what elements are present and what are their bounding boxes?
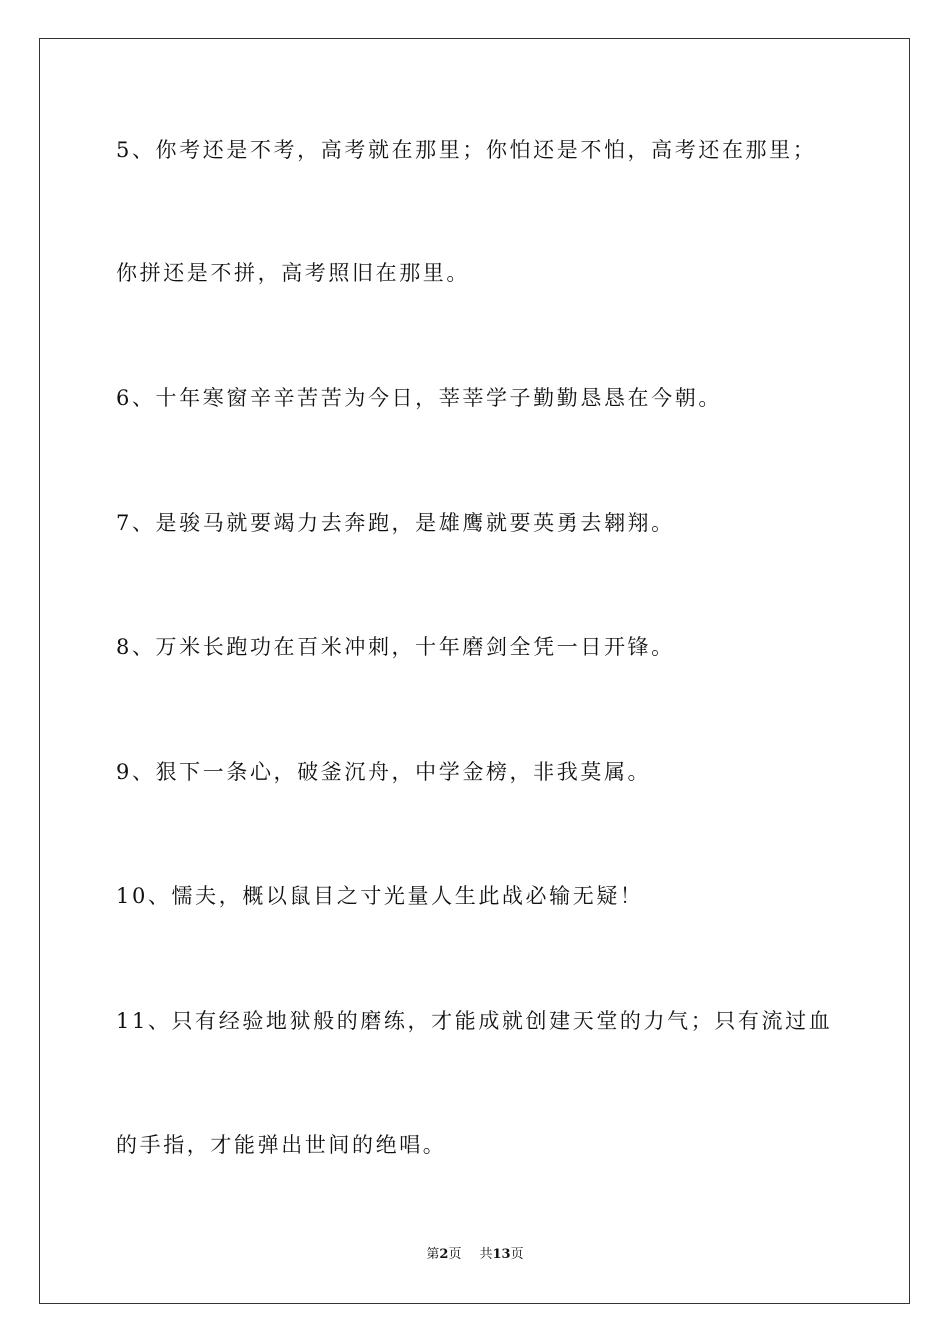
text-line-10: 10、懦夫，概以鼠目之寸光量人生此战必输无疑！ bbox=[116, 884, 644, 908]
page-prefix: 第 bbox=[426, 1247, 440, 1262]
text-line-5b: 你拼还是不拼，高考照旧在那里。 bbox=[116, 261, 470, 285]
text-line-6: 6、十年寒窗辛辛苦苦为今日，莘莘学子勤勤恳恳在今朝。 bbox=[116, 386, 722, 410]
text-line-11a: 11、只有经验地狱般的磨练，才能成就创建天堂的力气；只有流过血 bbox=[116, 1009, 833, 1033]
text-line-11b: 的手指，才能弹出世间的绝唱。 bbox=[116, 1133, 447, 1157]
page-suffix: 页 bbox=[448, 1247, 462, 1262]
text-line-7: 7、是骏马就要竭力去奔跑，是雄鹰就要英勇去翱翔。 bbox=[116, 511, 675, 535]
total-pages: 13 bbox=[492, 1247, 511, 1262]
page-number: 2 bbox=[439, 1247, 449, 1262]
total-suffix: 页 bbox=[510, 1247, 524, 1262]
text-line-9: 9、狠下一条心，破釜沉舟，中学金榜，非我莫属。 bbox=[116, 760, 652, 784]
text-line-5a: 5、你考还是不考，高考就在那里；你怕还是不怕，高考还在那里； bbox=[116, 138, 817, 162]
page-footer bbox=[0, 1246, 950, 1264]
page-frame bbox=[39, 38, 910, 1304]
text-line-8: 8、万米长跑功在百米冲刺，十年磨剑全凭一日开锋。 bbox=[116, 635, 675, 659]
total-prefix: 共 bbox=[479, 1247, 493, 1262]
